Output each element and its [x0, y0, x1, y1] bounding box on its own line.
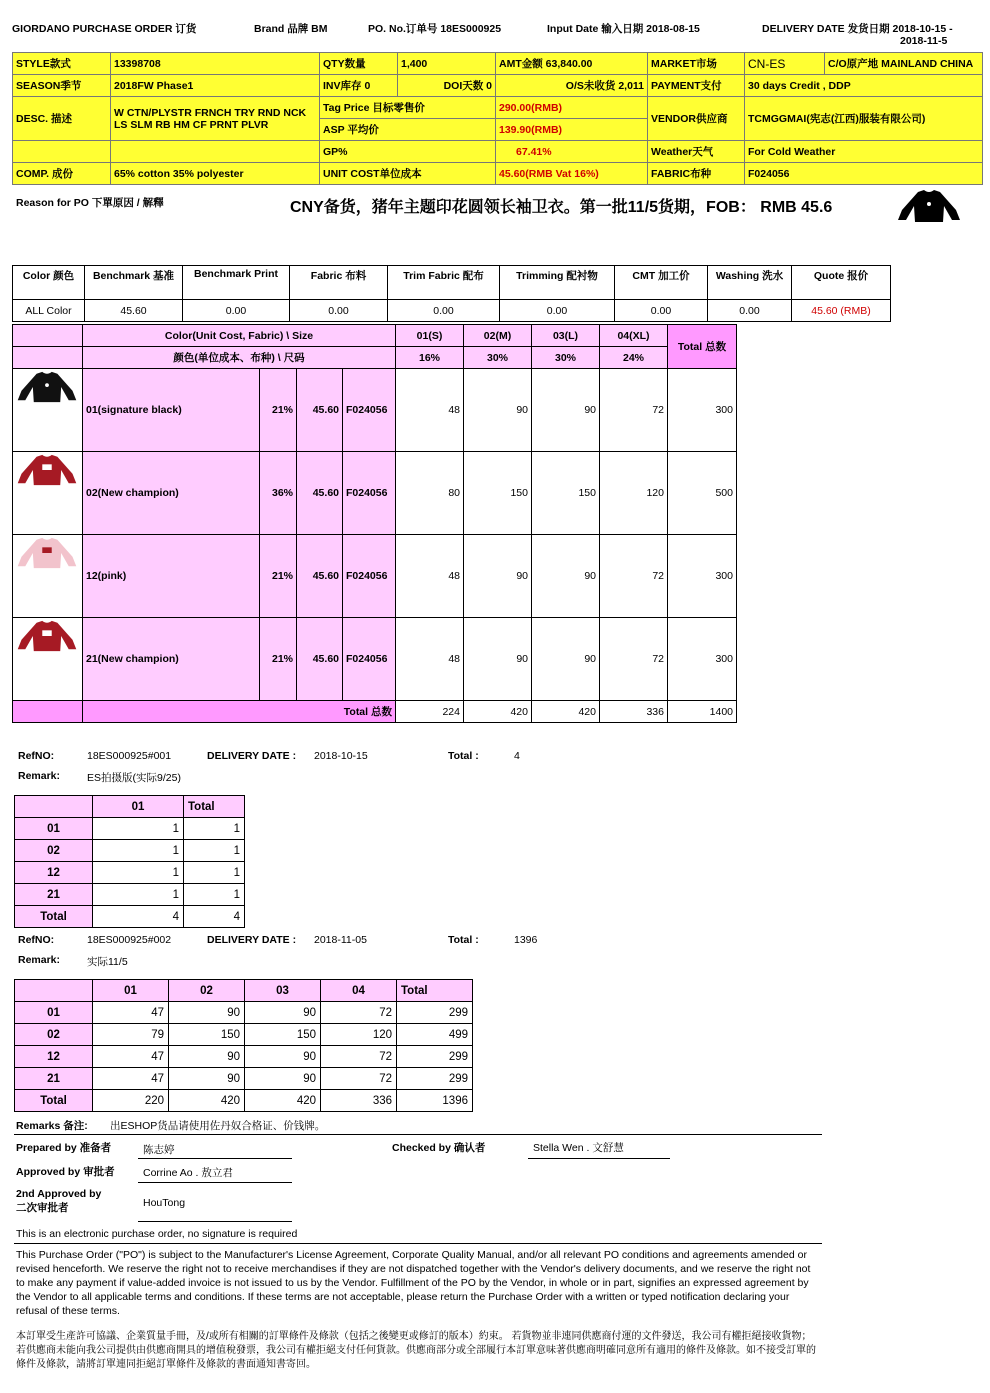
bench-value: 0.00 [615, 300, 708, 322]
reason-label: Reason for PO 下單原因 / 解釋 [16, 197, 164, 209]
sweater-icon-red [14, 619, 80, 653]
qty-cell: 420 [169, 1090, 245, 1112]
divider [14, 1243, 822, 1244]
market-value: CN-ES [745, 53, 825, 75]
col-header: 01 [93, 796, 184, 818]
bench-header: Benchmark Print [183, 266, 290, 300]
doi-cell: DOI天数 0 [398, 75, 496, 97]
refno-value: 18ES000925#002 [87, 934, 172, 946]
bench-value: 45.60 (RMB) [792, 300, 891, 322]
qty-cell: 120 [600, 452, 668, 535]
color-fabric: F024056 [343, 618, 396, 701]
table-row [15, 1068, 473, 1090]
table-row [13, 452, 737, 535]
input-date: Input Date 输入日期 2018-08-15 [547, 23, 700, 35]
bench-header: Trimming 配衬物 [500, 266, 615, 300]
comp-label: COMP. 成份 [13, 163, 111, 185]
legal-text-en: This Purchase Order ("PO") is subject to the Manufacturer's License Agreement, Corporate Quality Manual, and/or all relevant PO conditions and agreements amended or revised henceforth. We reserve the right not to receive merchandises if they are not dispatched together with the Vendor's delivery documents, and we reserve the right not to make any payment if value-added invoice is not issued to us by the Vendor. Fulfillment of the PO by the Vendor, in whole or in part, signifies an expressed agreement by the Vendor to all applicable terms and conditions. If these terms are not acceptable, please return the Purchase Order with a written or typed notification declaring your refusal of these terms. [16, 1249, 811, 1317]
weather-value: For Cold Weather [745, 141, 983, 163]
inv-cell: INV库存 0 [320, 75, 398, 97]
qty-label: QTY数量 [320, 53, 398, 75]
size-header: 02(M) [464, 325, 532, 347]
color-size-header-cn: 颜色(单位成本、布种) \ 尺码 [83, 347, 396, 369]
refno-label: RefNO: [18, 750, 55, 762]
color-fabric: F024056 [343, 535, 396, 618]
qty-cell: 90 [169, 1068, 245, 1090]
total-label: Total 总数 [83, 701, 396, 723]
row-total: 300 [668, 535, 737, 618]
qty-cell: 72 [321, 1002, 397, 1024]
row-total: 1 [184, 862, 245, 884]
signature-line [528, 1158, 670, 1159]
size-pct: 24% [600, 347, 668, 369]
row-label: Total [15, 906, 93, 928]
row-label: 12 [15, 1046, 93, 1068]
payment-label: PAYMENT支付 [648, 75, 745, 97]
season-value: 2018FW Phase1 [111, 75, 320, 97]
row-total: 4 [184, 906, 245, 928]
approved2-label: 2nd Approved by [16, 1188, 102, 1200]
ref1-table [14, 795, 245, 928]
sweater-icon-pink [14, 536, 80, 570]
electronic-note: This is an electronic purchase order, no signature is required [16, 1228, 298, 1240]
color-name: 02(New champion) [83, 452, 260, 535]
qty-cell: 120 [321, 1024, 397, 1046]
style-value: 13398708 [111, 53, 320, 75]
bench-header: Fabric 布料 [290, 266, 388, 300]
row-total: 500 [668, 452, 737, 535]
color-fabric: F024056 [343, 369, 396, 452]
row-total: 299 [397, 1068, 473, 1090]
weather-label: Weather天气 [648, 141, 745, 163]
approved-label: Approved by 审批者 [16, 1166, 115, 1178]
col-header: Total [184, 796, 245, 818]
co-cell: C/O原产地 MAINLAND CHINA [825, 53, 983, 75]
qty-value: 1,400 [398, 53, 496, 75]
blank-cell [13, 141, 111, 163]
bench-header: Quote 报价 [792, 266, 891, 300]
remark-label: Remark: [18, 770, 61, 782]
qty-cell: 1 [93, 884, 184, 906]
po-number: PO. No.订单号 18ES000925 [368, 23, 502, 35]
qty-cell: 420 [245, 1090, 321, 1112]
size-pct: 30% [464, 347, 532, 369]
table-row [15, 1090, 473, 1112]
qty-cell: 1 [93, 840, 184, 862]
checked-value: Stella Wen . 文舒慧 [533, 1142, 624, 1154]
remark-label: Remark: [18, 954, 61, 966]
delivery-date: DELIVERY DATE 发货日期 2018-10-15 - [762, 23, 953, 35]
payment-value: 30 days Credit , DDP [745, 75, 983, 97]
unit-cost-label: UNIT COST单位成本 [320, 163, 496, 185]
bench-header: Color 颜色 [13, 266, 85, 300]
qty-cell: 90 [532, 618, 600, 701]
style-label: STYLE款式 [13, 53, 111, 75]
size-total: 420 [464, 701, 532, 723]
color-image-cell [13, 369, 83, 452]
table-row [13, 535, 737, 618]
color-name: 21(New champion) [83, 618, 260, 701]
ref-total-label: Total : [448, 750, 479, 762]
row-total: 300 [668, 369, 737, 452]
tag-price-value: 290.00(RMB) [496, 97, 648, 119]
table-row [15, 818, 245, 840]
qty-cell: 150 [532, 452, 600, 535]
qty-cell: 72 [321, 1068, 397, 1090]
table-row [15, 1024, 473, 1046]
qty-cell: 72 [600, 618, 668, 701]
asp-value: 139.90(RMB) [496, 119, 648, 141]
row-total: 1 [184, 818, 245, 840]
checked-label: Checked by 确认者 [392, 1142, 486, 1154]
refno-label: RefNO: [18, 934, 55, 946]
qty-cell: 1 [93, 862, 184, 884]
signature-line [138, 1182, 292, 1183]
row-label: 12 [15, 862, 93, 884]
row-total: 1 [184, 840, 245, 862]
col-header: 02 [169, 980, 245, 1002]
bench-header: Trim Fabric 配布 [388, 266, 500, 300]
remark-value: 实际11/5 [87, 956, 128, 968]
bench-header: Benchmark 基准 [85, 266, 183, 300]
qty-cell: 48 [396, 369, 464, 452]
row-label: 21 [15, 1068, 93, 1090]
total-header: Total 总数 [668, 325, 737, 369]
season-label: SEASON季节 [13, 75, 111, 97]
color-pct: 21% [260, 369, 297, 452]
qty-cell: 47 [93, 1068, 169, 1090]
color-name: 12(pink) [83, 535, 260, 618]
remark-value: ES拍摄版(实际9/25) [87, 772, 181, 784]
table-row [15, 840, 245, 862]
qty-cell: 90 [169, 1002, 245, 1024]
table-row [15, 906, 245, 928]
qty-cell: 150 [169, 1024, 245, 1046]
approved-value: Corrine Ao . 敖立君 [143, 1167, 233, 1179]
qty-cell: 90 [464, 369, 532, 452]
row-total: 1396 [397, 1090, 473, 1112]
qty-cell: 150 [245, 1024, 321, 1046]
bench-value: ALL Color [13, 300, 85, 322]
row-total: 300 [668, 618, 737, 701]
qty-cell: 90 [245, 1068, 321, 1090]
blank-cell [111, 141, 320, 163]
delivery-date-end: 2018-11-5 [900, 35, 948, 47]
amt-cell: AMT金额 63,840.00 [496, 53, 648, 75]
qty-cell: 90 [464, 618, 532, 701]
size-header: 01(S) [396, 325, 464, 347]
gp-label: GP% [320, 141, 496, 163]
color-image-cell [13, 452, 83, 535]
color-image-cell [13, 535, 83, 618]
table-row [15, 884, 245, 906]
size-total: 420 [532, 701, 600, 723]
approved2-label-cn: 二次审批者 [16, 1202, 69, 1214]
size-pct: 30% [532, 347, 600, 369]
row-label: 01 [15, 1002, 93, 1024]
ref-total-value: 1396 [514, 934, 538, 946]
table-row [15, 1002, 473, 1024]
dd-value: 2018-11-05 [314, 934, 367, 946]
size-pct: 16% [396, 347, 464, 369]
qty-cell: 1 [93, 818, 184, 840]
bench-value: 0.00 [388, 300, 500, 322]
benchmark-table [12, 265, 891, 322]
qty-cell: 220 [93, 1090, 169, 1112]
blank-cell [13, 701, 83, 723]
sweater-icon-black [896, 188, 962, 224]
qty-cell: 90 [245, 1046, 321, 1068]
blank-cell [13, 347, 83, 369]
qty-cell: 79 [93, 1024, 169, 1046]
qty-cell: 80 [396, 452, 464, 535]
qty-cell: 150 [464, 452, 532, 535]
market-label: MARKET市场 [648, 53, 745, 75]
reason-text: CNY备货，猪年主题印花圆领长袖卫衣。第一批11/5货期，FOB： RMB 45.6 [290, 199, 833, 216]
grand-total: 1400 [668, 701, 737, 723]
color-cost: 45.60 [297, 618, 343, 701]
sweater-icon-red [14, 453, 80, 487]
os-cell: O/S未收货 2,011 [496, 75, 648, 97]
qty-cell: 4 [93, 906, 184, 928]
row-total: 1 [184, 884, 245, 906]
bench-value: 45.60 [85, 300, 183, 322]
bench-value: 0.00 [183, 300, 290, 322]
bench-header: CMT 加工价 [615, 266, 708, 300]
divider [14, 1134, 822, 1135]
col-header: 03 [245, 980, 321, 1002]
desc-value: W CTN/PLYSTR FRNCH TRY RND NCK LS SLM RB HM CF PRNT PLVR [111, 97, 320, 141]
dd-label: DELIVERY DATE : [207, 750, 297, 762]
color-cost: 45.60 [297, 535, 343, 618]
po-info-table [12, 52, 983, 185]
qty-cell: 90 [532, 369, 600, 452]
qty-cell: 48 [396, 535, 464, 618]
sweater-icon-black [14, 370, 80, 404]
po-title: GIORDANO PURCHASE ORDER 订货 [12, 23, 197, 35]
approved2-value: HouTong [143, 1197, 186, 1209]
signature-line [138, 1158, 292, 1159]
legal-text-cn: 本訂單受生產許可協議、企業質量手冊，及/或所有相關的訂單條件及條款（包括之後變更或修訂的版本）約束。 若貨物並非連同供應商付運的文件發送，我公司有權拒絕接收貨物；若供應商未能向我公司提供由供應商開具的增值稅發票，我公司有權拒絕支付任何貨款。供應商部分或全部履行本訂單意味著供應商明確同意所有適用的條件及條款。如不接受訂單的條件及條款，請將訂單連同拒絕訂單條件及條款的書面通知書寄回。 [16, 1331, 816, 1370]
prepared-label: Prepared by 准备者 [16, 1142, 112, 1154]
row-total: 299 [397, 1046, 473, 1068]
ref-total-label: Total : [448, 934, 479, 946]
bench-value: 0.00 [500, 300, 615, 322]
comp-value: 65% cotton 35% polyester [111, 163, 320, 185]
col-header: Total [397, 980, 473, 1002]
color-fabric: F024056 [343, 452, 396, 535]
table-row [15, 862, 245, 884]
brand: Brand 品牌 BM [254, 23, 328, 35]
remarks-text: 出ESHOP货品请使用佐丹奴合格证、价钱牌。 [110, 1120, 326, 1132]
color-image-cell [13, 618, 83, 701]
color-pct: 36% [260, 452, 297, 535]
row-label: 01 [15, 818, 93, 840]
qty-cell: 90 [245, 1002, 321, 1024]
color-pct: 21% [260, 535, 297, 618]
row-label: Total [15, 1090, 93, 1112]
qty-cell: 336 [321, 1090, 397, 1112]
bench-value: 0.00 [290, 300, 388, 322]
tag-price-label: Tag Price 目标零售价 [320, 97, 496, 119]
qty-cell: 72 [321, 1046, 397, 1068]
qty-cell: 47 [93, 1002, 169, 1024]
table-row [13, 369, 737, 452]
table-row [13, 618, 737, 701]
row-label: 21 [15, 884, 93, 906]
row-total: 499 [397, 1024, 473, 1046]
color-cost: 45.60 [297, 369, 343, 452]
fabric-value: F024056 [745, 163, 983, 185]
qty-cell: 47 [93, 1046, 169, 1068]
color-cost: 45.60 [297, 452, 343, 535]
remarks-label: Remarks 备注: [16, 1120, 88, 1132]
desc-label: DESC. 描述 [13, 97, 111, 141]
size-total: 336 [600, 701, 668, 723]
fabric-label: FABRIC布种 [648, 163, 745, 185]
qty-cell: 72 [600, 535, 668, 618]
gp-value: 67.41% [496, 141, 648, 163]
qty-cell: 90 [464, 535, 532, 618]
size-total: 224 [396, 701, 464, 723]
qty-cell: 48 [396, 618, 464, 701]
dd-label: DELIVERY DATE : [207, 934, 297, 946]
row-total: 299 [397, 1002, 473, 1024]
bench-value: 0.00 [708, 300, 792, 322]
unit-cost-value: 45.60(RMB Vat 16%) [496, 163, 648, 185]
ref2-table [14, 979, 473, 1112]
size-breakdown-table [12, 324, 737, 723]
refno-value: 18ES000925#001 [87, 750, 172, 762]
bench-header: Washing 洗水 [708, 266, 792, 300]
color-pct: 21% [260, 618, 297, 701]
prepared-value: 陈志婷 [143, 1144, 175, 1156]
vendor-label: VENDOR供应商 [648, 97, 745, 141]
ref-total-value: 4 [514, 750, 520, 762]
vendor-value: TCMGGMAI(宪志(江西)服装有限公司) [745, 97, 983, 141]
qty-cell: 90 [169, 1046, 245, 1068]
asp-label: ASP 平均价 [320, 119, 496, 141]
row-label: 02 [15, 1024, 93, 1046]
table-row [15, 1046, 473, 1068]
col-header: 01 [93, 980, 169, 1002]
signature-line [138, 1221, 292, 1222]
table-row [13, 701, 737, 723]
color-size-header: Color(Unit Cost, Fabric) \ Size [83, 325, 396, 347]
qty-cell: 72 [600, 369, 668, 452]
qty-cell: 90 [532, 535, 600, 618]
color-name: 01(signature black) [83, 369, 260, 452]
size-header: 04(XL) [600, 325, 668, 347]
blank-cell [13, 325, 83, 347]
dd-value: 2018-10-15 [314, 750, 368, 762]
row-label: 02 [15, 840, 93, 862]
col-header: 04 [321, 980, 397, 1002]
size-header: 03(L) [532, 325, 600, 347]
